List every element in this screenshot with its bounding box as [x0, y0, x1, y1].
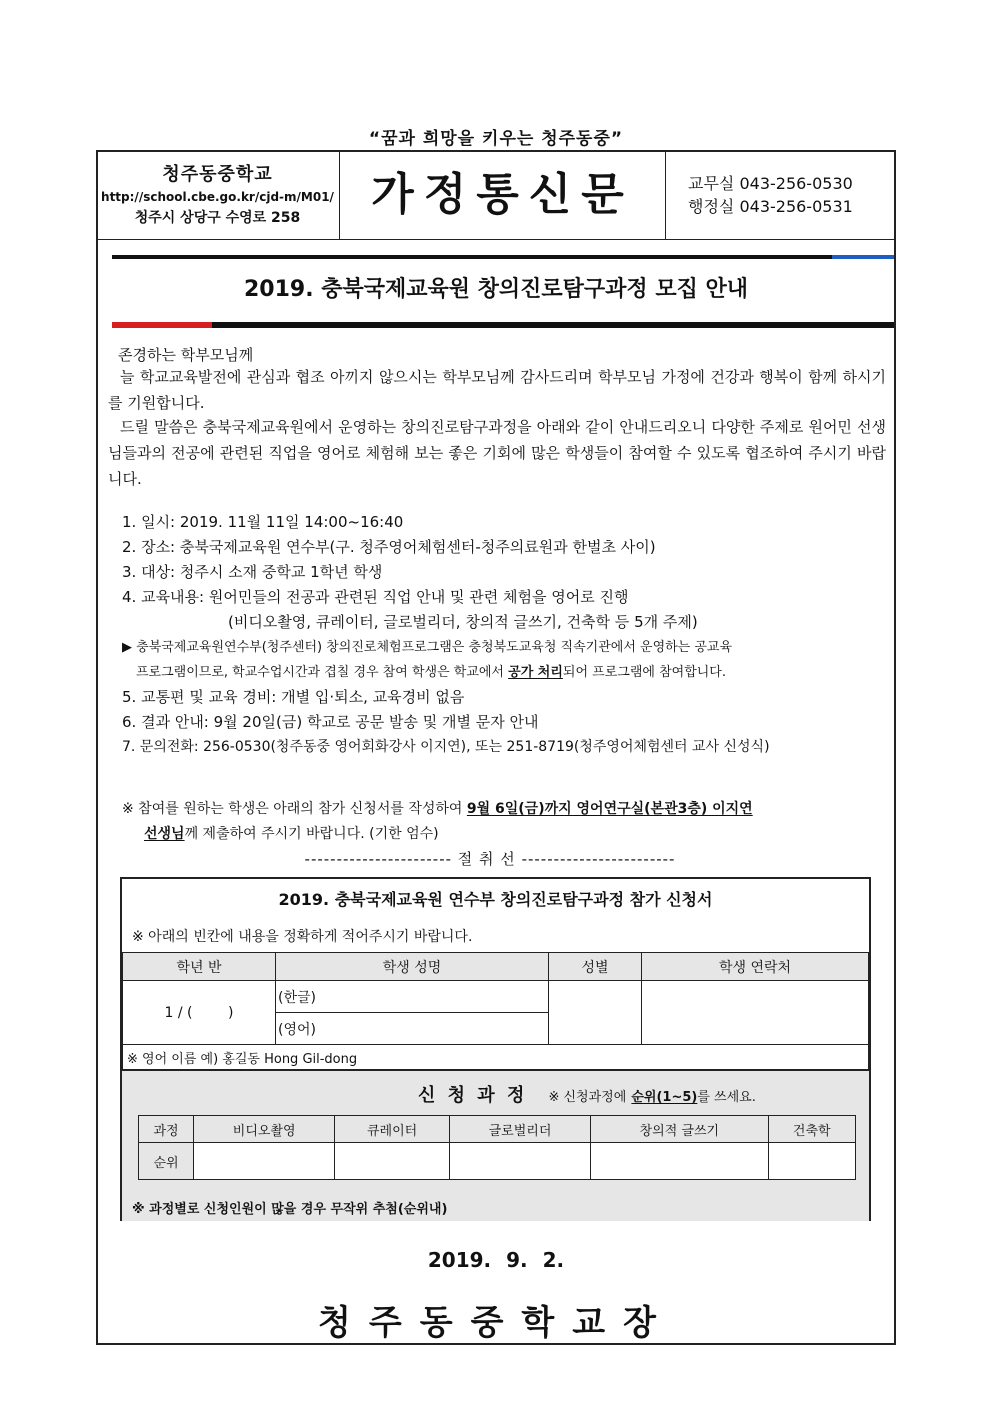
deadline-highlight: 9월 6일(금)까지 영어연구실(본관3층) 이지연 — [466, 801, 753, 817]
rank-curator-field[interactable] — [335, 1143, 449, 1180]
course-architecture: 건축학 — [768, 1116, 856, 1143]
lottery-note: ※ 과정별로 신청인원이 많을 경우 무작위 추첨(순위내) — [132, 1202, 448, 1217]
rank-architecture-field[interactable] — [768, 1143, 856, 1180]
school-address: 청주시 상당구 수영로 258 — [134, 210, 301, 226]
course-video: 비디오촬영 — [194, 1116, 335, 1143]
top-bar-blue — [832, 255, 894, 259]
rank-creative-writing-field[interactable] — [591, 1143, 768, 1180]
deadline-line-1 — [122, 797, 892, 822]
course-global-leader: 글로벌리더 — [449, 1116, 590, 1143]
course-note-c: 를 쓰세요. — [697, 1090, 756, 1105]
contact-field[interactable] — [642, 981, 869, 1045]
school-slogan: “꿈과 희망을 키우는 청주동중” — [368, 129, 624, 149]
gender-field[interactable] — [549, 981, 642, 1045]
course-col-label: 과정 — [139, 1116, 194, 1143]
note-line-2 — [122, 660, 892, 685]
notice-heading: 2019. 충북국제교육원 창의진로탐구과정 모집 안내 — [243, 277, 748, 302]
course-title: 신 청 과 정 — [418, 1085, 528, 1106]
contact-box — [666, 150, 896, 240]
course-creative-writing: 창의적 글쓰기 — [591, 1116, 768, 1143]
name-korean-field[interactable]: (한글) — [276, 981, 549, 1013]
issue-date: 2019. 9. 2. — [427, 1248, 565, 1272]
item-transport: 5. 교통편 및 교육 경비: 개별 입·퇴소, 교육경비 없음 — [122, 688, 465, 706]
cut-line: ----------------------- 절 취 선 ------------------------ — [304, 850, 676, 868]
application-form — [120, 877, 871, 1221]
item-content-topics: (비디오촬영, 큐레이터, 글로벌리더, 창의적 글쓰기, 건축학 등 5개 주제) — [228, 613, 698, 631]
deadline-teacher: 선생님 — [144, 826, 185, 842]
col-contact: 학생 연락처 — [642, 953, 869, 981]
rank-video-field[interactable] — [194, 1143, 335, 1180]
item-target: 3. 대상: 청주시 소재 중학교 1학년 학생 — [122, 563, 383, 581]
rank-global-leader-field[interactable] — [449, 1143, 590, 1180]
note-official-leave: 공가 처리 — [508, 665, 563, 680]
phone-admin: 행정실 043-256-0531 — [688, 197, 853, 216]
col-grade: 학년 반 — [123, 953, 276, 981]
paragraph-2: 드릴 말씀은 충북국제교육원에서 운영하는 창의진로탐구과정을 아래와 같이 안내드리오니 다양한 주제로 원어민 선생님들과의 전공에 관련된 직업을 영어로 체험해 보는 좋은 기회에 많은 학생들이 참여할 수 있도록 협조하여 주시기 바랍니다. — [108, 418, 886, 488]
principal-signature: 청주동중학교장 — [318, 1303, 674, 1343]
form-title: 2019. 충북국제교육원 연수부 창의진로탐구과정 참가 신청서 — [278, 890, 713, 909]
phone-office: 교무실 043-256-0530 — [688, 174, 853, 193]
info-list — [122, 510, 892, 760]
deadline-line-2 — [122, 822, 892, 847]
item-place: 2. 장소: 충북국제교육원 연수부(구. 청주영어체험센터-청주의료원과 한벌초 사이) — [122, 538, 656, 556]
item-content: 4. 교육내용: 원어민들의 전공과 관련된 직업 안내 및 관련 체험을 영어로 진행 — [122, 588, 629, 606]
course-note-rank: 순위(1~5) — [631, 1090, 698, 1105]
deadline-part-4: 께 제출하여 주시기 바랍니다. (기한 엄수) — [184, 826, 439, 842]
course-curator: 큐레이터 — [335, 1116, 449, 1143]
masthead-box — [340, 150, 666, 240]
course-section — [122, 1070, 869, 1221]
note-line-2a: 프로그램이므로, 학교수업시간과 겹칠 경우 참여 학생은 학교에서 — [136, 665, 504, 680]
grade-value[interactable]: 1 / ( ) — [123, 981, 276, 1045]
course-table — [138, 1115, 856, 1180]
name-english-field[interactable]: (영어) — [276, 1013, 549, 1045]
item-result: 6. 결과 안내: 9월 20일(금) 학교로 공문 발송 및 개별 문자 안내 — [122, 713, 539, 731]
deadline-note — [122, 797, 892, 847]
note-line-1: ▶ 충북국제교육원연수부(청주센터) 창의진로체험프로그램은 충청북도교육청 직속기관에서 운영하는 공교육 — [122, 640, 733, 655]
note-line-2c: 되어 프로그램에 참여합니다. — [562, 665, 726, 680]
deadline-part-1: ※ 참여를 원하는 학생은 아래의 참가 신청서를 작성하여 — [122, 801, 463, 817]
greeting: 존경하는 학부모님께 — [118, 346, 254, 364]
col-gender: 성별 — [549, 953, 642, 981]
course-heading-row — [122, 1071, 869, 1107]
paragraph-1: 늘 학교교육발전에 관심과 협조 아끼지 않으시는 학부모님께 감사드리며 학부모님 가정에 건강과 행복이 함께 하시기를 기원합니다. — [108, 368, 886, 412]
course-note-a: ※ 신청과정에 — [548, 1090, 627, 1105]
school-info-box — [96, 150, 340, 240]
item-inquiry: 7. 문의전화: 256-0530(청주동중 영어회화강사 이지연), 또는 251-8719(청주영어체험센터 교사 신성식) — [122, 739, 770, 755]
col-name: 학생 성명 — [276, 953, 549, 981]
applicant-table — [122, 952, 869, 1070]
item-date: 1. 일시: 2019. 11월 11일 14:00~16:40 — [122, 513, 404, 531]
rank-label: 순위 — [139, 1143, 194, 1180]
form-instruction: ※ 아래의 빈칸에 내용을 정확하게 적어주시기 바랍니다. — [132, 929, 473, 945]
top-bar-black — [112, 255, 832, 259]
bottom-bar-black — [212, 322, 894, 328]
name-example: ※ 영어 이름 예) 홍길동 Hong Gil-dong — [123, 1045, 869, 1070]
school-name: 청주동중학교 — [162, 164, 273, 185]
school-url[interactable]: http://school.cbe.go.kr/cjd-m/M01/ — [101, 190, 334, 204]
bottom-bar-red — [112, 322, 212, 328]
masthead-title: 가정통신문 — [371, 169, 634, 220]
